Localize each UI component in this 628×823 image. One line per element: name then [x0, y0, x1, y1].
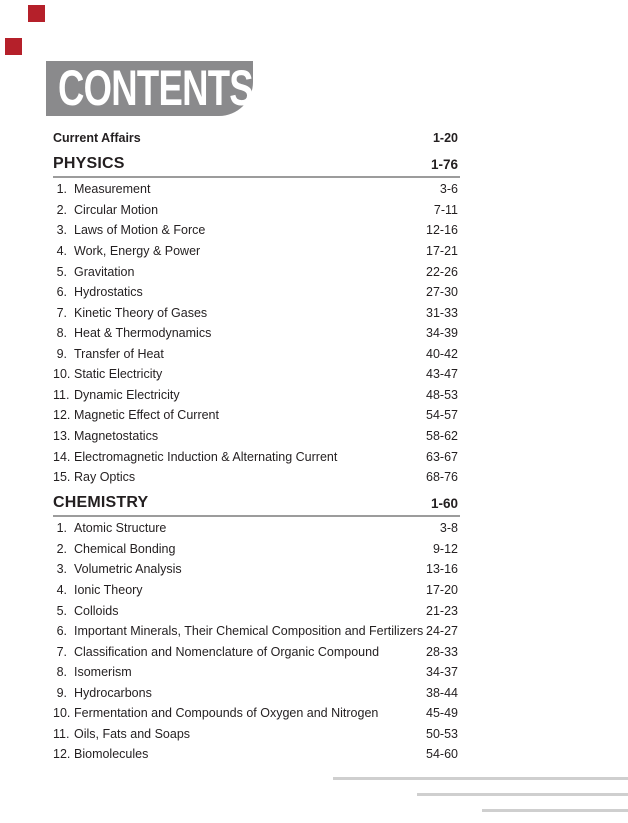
chapter-number: 4.	[56, 582, 67, 597]
chapter-number: 10.	[53, 706, 71, 721]
toc-row	[53, 724, 458, 745]
chapter-pages: 22-26	[426, 264, 458, 279]
chapter-title: Heat & Thermodynamics	[74, 326, 212, 341]
chapter-pages: 34-37	[426, 665, 458, 680]
chapter-title: Fermentation and Compounds of Oxygen and Nitrogen	[74, 706, 379, 721]
section-title: PHYSICS	[53, 155, 125, 172]
toc-row	[53, 744, 458, 765]
chapter-title: Atomic Structure	[74, 521, 167, 536]
chapter-pages: 45-49	[426, 706, 458, 721]
chapter-pages: 54-60	[426, 747, 458, 762]
toc-row	[53, 518, 458, 539]
chapter-number: 6.	[56, 624, 67, 639]
chapter-pages: 17-20	[426, 582, 458, 597]
chapter-title: Gravitation	[74, 264, 135, 279]
toc-row	[53, 364, 458, 385]
toc-row	[53, 344, 458, 365]
chapter-title: Volumetric Analysis	[74, 562, 182, 577]
toc-row	[53, 385, 458, 406]
chapter-title: Laws of Motion & Force	[74, 223, 206, 238]
toc-row	[53, 426, 458, 447]
chapter-number: 3.	[56, 562, 67, 577]
chapter-pages: 7-11	[433, 202, 458, 217]
chapter-number: 11.	[53, 387, 70, 402]
chapter-number: 12.	[53, 408, 71, 423]
toc-row	[53, 220, 458, 241]
chapter-title: Chemical Bonding	[74, 541, 176, 556]
chapter-number: 15.	[53, 470, 71, 485]
toc-row	[53, 662, 458, 683]
section-rule	[53, 176, 460, 178]
toc-row	[53, 683, 458, 704]
chapter-number: 9.	[56, 346, 67, 361]
chapter-title: Colloids	[74, 603, 119, 618]
toc-row	[53, 621, 458, 642]
chapter-pages: 28-33	[426, 644, 458, 659]
chapter-pages: 40-42	[426, 346, 458, 361]
chapter-title: Classification and Nomenclature of Organic Compound	[74, 644, 380, 659]
chapter-title: Transfer of Heat	[74, 346, 164, 361]
section-physics	[53, 153, 460, 487]
section-rule	[53, 515, 460, 517]
footer-line-3	[482, 809, 628, 812]
chapter-title: Important Minerals, Their Chemical Composition and Fertilizers	[74, 624, 424, 639]
chapter-number: 12.	[53, 747, 71, 762]
chapter-list	[53, 179, 458, 487]
chapter-pages: 54-57	[426, 408, 458, 423]
chapter-pages: 17-21	[426, 243, 458, 258]
chapter-number: 4.	[56, 243, 67, 258]
toc-row	[53, 703, 458, 724]
toc-row	[53, 405, 458, 426]
chapter-pages: 27-30	[426, 285, 458, 300]
chapter-number: 3.	[56, 223, 67, 238]
chapter-pages: 13-16	[426, 562, 458, 577]
toc-row	[53, 241, 458, 262]
chapter-title: Oils, Fats and Soaps	[74, 726, 191, 741]
chapter-title: Biomolecules	[74, 747, 149, 762]
chapter-title: Ionic Theory	[74, 582, 143, 597]
page-title: CONTENTS	[58, 60, 253, 116]
section-pages: 1-60	[430, 495, 458, 511]
chapter-title: Isomerism	[74, 665, 132, 680]
toc-row	[53, 467, 458, 488]
toc-row	[53, 261, 458, 282]
front-matter-pages: 1-20	[432, 131, 458, 145]
chapter-number: 2.	[56, 202, 67, 217]
chapter-number: 9.	[56, 685, 67, 700]
chapter-pages: 68-76	[426, 470, 458, 485]
chapter-pages: 9-12	[432, 541, 458, 556]
section-header	[53, 492, 458, 514]
chapter-title: Work, Energy & Power	[74, 243, 201, 258]
chapter-title: Measurement	[74, 182, 151, 197]
contents-banner	[46, 61, 253, 116]
front-matter-row	[53, 131, 458, 145]
chapter-title: Ray Optics	[74, 470, 136, 485]
chapter-number: 1.	[56, 521, 67, 536]
chapter-pages: 48-53	[426, 387, 458, 402]
footer-line-2	[417, 793, 628, 796]
toc-row	[53, 600, 458, 621]
toc-row	[53, 282, 458, 303]
footer-line-1	[333, 777, 628, 780]
corner-accent-square-bottom	[5, 38, 22, 55]
chapter-title: Electromagnetic Induction & Alternating Current	[74, 449, 338, 464]
chapter-title: Dynamic Electricity	[74, 387, 180, 402]
chapter-number: 1.	[56, 182, 67, 197]
toc-row	[53, 559, 458, 580]
corner-accent-square-top	[28, 5, 45, 22]
chapter-number: 13.	[53, 429, 71, 444]
chapter-number: 5.	[56, 603, 67, 618]
chapter-title: Hydrocarbons	[74, 685, 152, 700]
chapter-number: 8.	[56, 665, 67, 680]
chapter-number: 8.	[56, 326, 67, 341]
chapter-number: 6.	[56, 285, 67, 300]
section-chemistry	[53, 492, 460, 765]
toc-row	[53, 580, 458, 601]
chapter-title: Magnetostatics	[74, 429, 159, 444]
chapter-pages: 38-44	[426, 685, 458, 700]
chapter-pages: 24-27	[426, 624, 458, 639]
section-header	[53, 153, 458, 175]
chapter-pages: 50-53	[426, 726, 458, 741]
chapter-pages: 43-47	[426, 367, 458, 382]
chapter-list	[53, 518, 458, 765]
chapter-number: 11.	[53, 726, 70, 741]
chapter-number: 14.	[53, 449, 71, 464]
chapter-title: Magnetic Effect of Current	[74, 408, 219, 423]
toc-row	[53, 446, 458, 467]
chapter-pages: 63-67	[426, 449, 458, 464]
chapter-pages: 3-6	[439, 182, 458, 197]
toc-row	[53, 539, 458, 560]
chapter-title: Kinetic Theory of Gases	[74, 305, 208, 320]
front-matter-title: Current Affairs	[53, 131, 141, 145]
toc-row	[53, 323, 458, 344]
section-pages: 1-76	[430, 156, 458, 172]
toc-row	[53, 302, 458, 323]
chapter-pages: 34-39	[426, 326, 458, 341]
chapter-number: 7.	[56, 305, 67, 320]
chapter-title: Circular Motion	[74, 202, 159, 217]
toc-row	[53, 200, 458, 221]
chapter-pages: 58-62	[426, 429, 458, 444]
chapter-number: 2.	[56, 541, 67, 556]
chapter-title: Static Electricity	[74, 367, 163, 382]
section-title: CHEMISTRY	[53, 494, 149, 511]
chapter-pages: 12-16	[426, 223, 458, 238]
chapter-number: 7.	[56, 644, 67, 659]
chapter-title: Hydrostatics	[74, 285, 143, 300]
chapter-number: 10.	[53, 367, 71, 382]
chapter-pages: 3-8	[439, 521, 458, 536]
chapter-pages: 21-23	[426, 603, 458, 618]
toc-row	[53, 179, 458, 200]
toc-row	[53, 641, 458, 662]
chapter-number: 5.	[56, 264, 67, 279]
chapter-pages: 31-33	[426, 305, 458, 320]
